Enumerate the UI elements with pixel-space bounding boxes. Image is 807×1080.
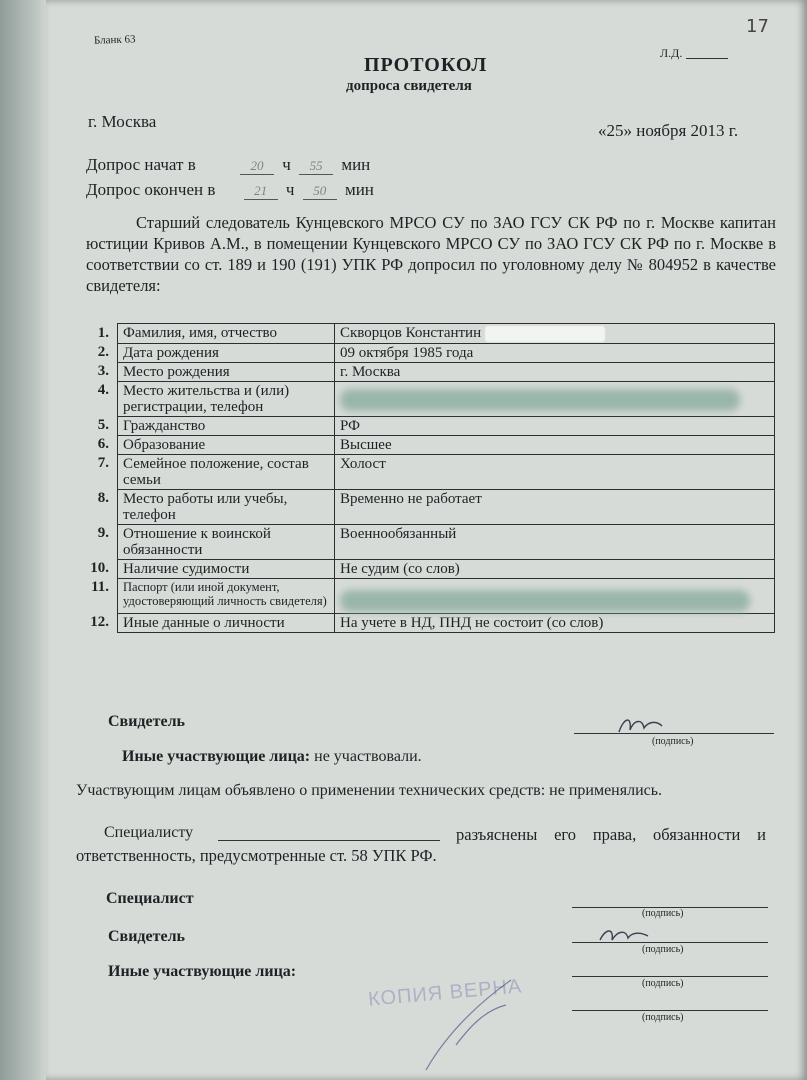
- signature-caption: (подпись): [642, 1012, 684, 1023]
- document-title: ПРОТОКОЛ: [364, 54, 488, 76]
- table-row: [78, 613, 775, 632]
- table-row: [78, 343, 775, 362]
- case-number-line: [686, 58, 728, 59]
- row-number: 2.: [97, 344, 109, 361]
- row-number: 10.: [90, 560, 109, 577]
- row-value: Временно не работает: [335, 489, 775, 524]
- end-minute: 50: [303, 183, 337, 200]
- specialist-label: Специалист: [106, 890, 194, 907]
- witness-label: Свидетель: [108, 713, 186, 730]
- city: г. Москва: [88, 112, 157, 131]
- hour-unit: ч: [285, 180, 295, 199]
- table-row: [78, 559, 775, 578]
- row-label: Паспорт (или иной документ, удостоверяющий личность свидетеля): [118, 578, 335, 613]
- row-value: Холост: [335, 454, 775, 489]
- row-number: 3.: [97, 363, 109, 380]
- hour-unit: ч: [282, 155, 291, 174]
- table-row: [78, 435, 775, 454]
- other-persons-label-bottom: Иные участвующие лица:: [108, 963, 297, 980]
- row-label: Дата рождения: [118, 343, 335, 362]
- row-label: Образование: [118, 435, 335, 454]
- row-value: Высшее: [335, 435, 775, 454]
- other-persons-label: Иные участвующие лица:: [122, 748, 311, 765]
- row-number: 1.: [97, 324, 109, 341]
- signature-line: [574, 733, 774, 734]
- row-value: [335, 381, 775, 416]
- case-label: Л.Д.: [660, 46, 683, 60]
- row-label: Место рождения: [118, 362, 335, 381]
- redaction-mark: [485, 326, 605, 342]
- row-number: 5.: [97, 417, 109, 434]
- redaction-mark: [340, 590, 750, 612]
- row-number: 6.: [97, 436, 109, 453]
- full-name-value: Скворцов Константин: [340, 325, 482, 341]
- end-hour: 21: [244, 183, 278, 200]
- page-number: 17: [746, 16, 769, 37]
- start-time-row: [86, 155, 370, 175]
- table-row: [78, 489, 775, 524]
- row-number: 7.: [97, 455, 109, 472]
- row-number: 11.: [91, 579, 109, 596]
- start-hour: 20: [240, 158, 274, 175]
- row-value: 09 октября 1985 года: [335, 343, 775, 362]
- tech-means-statement: Участвующим лицам объявлено о применении технических средств: не применялись.: [76, 782, 663, 799]
- row-value: Военнообязанный: [335, 524, 775, 559]
- row-label: Отношение к воинской обязанности: [118, 524, 335, 559]
- witness-info-table: [78, 323, 775, 633]
- other-persons-row: [122, 748, 422, 766]
- specialist-paragraph: разъяснены его права, обязанности и ответственность, предусмотренные ст. 58 УПК РФ.: [76, 825, 766, 865]
- signature-caption: (подпись): [642, 908, 684, 919]
- signature-caption: (подпись): [642, 978, 684, 989]
- table-row: [78, 362, 775, 381]
- row-label: Наличие судимости: [118, 559, 335, 578]
- document-subtitle: допроса свидетеля: [346, 78, 472, 94]
- row-label: Место жительства и (или) регистрации, телефон: [118, 381, 335, 416]
- specialist-para-label: Специалисту: [104, 824, 194, 841]
- table-row: [78, 324, 775, 344]
- signature-line: [572, 1010, 768, 1011]
- end-time-row: [86, 180, 374, 200]
- minute-unit: мин: [341, 155, 371, 174]
- start-minute: 55: [299, 158, 333, 175]
- row-label: Место работы или учебы, телефон: [118, 489, 335, 524]
- row-value: г. Москва: [335, 362, 775, 381]
- signature-caption: (подпись): [642, 944, 684, 955]
- document-date: «25» ноября 2013 г.: [598, 121, 739, 140]
- table-row: [78, 578, 775, 613]
- minute-unit: мин: [344, 180, 374, 199]
- row-label: Гражданство: [118, 416, 335, 435]
- row-value: РФ: [335, 416, 775, 435]
- row-value: [335, 324, 775, 344]
- redaction-mark: [340, 389, 740, 411]
- row-label: Фамилия, имя, отчество: [118, 324, 335, 344]
- form-number: Бланк 63: [93, 33, 136, 47]
- row-value: На учете в НД, ПНД не состоит (со слов): [335, 613, 775, 632]
- signature-caption: (подпись): [652, 736, 694, 747]
- row-label: Иные данные о личности: [118, 613, 335, 632]
- row-value: Не судим (со слов): [335, 559, 775, 578]
- row-number: 4.: [97, 382, 109, 399]
- signature-line: [572, 976, 768, 977]
- row-number: 12.: [90, 614, 109, 631]
- table-row: [78, 416, 775, 435]
- row-label: Семейное положение, состав семьи: [118, 454, 335, 489]
- row-value: [335, 578, 775, 613]
- row-number: 9.: [97, 525, 109, 542]
- handwritten-signature-icon: [614, 712, 674, 738]
- other-persons-value: не участвовали.: [314, 748, 422, 765]
- copy-certified-stamp: КОПИЯ ВЕРНА: [367, 975, 524, 1011]
- table-row: [78, 381, 775, 416]
- table-row: [78, 524, 775, 559]
- witness-label-bottom: Свидетель: [108, 928, 186, 945]
- end-time-label: Допрос окончен в: [86, 180, 216, 199]
- row-number: 8.: [97, 490, 109, 507]
- intro-paragraph: Старший следователь Кунцевского МРСО СУ по ЗАО ГСУ СК РФ по г. Москве капитан юстиции Кривов А.М., в помещении Кунцевского МРСО СУ по ЗАО ГСУ СК РФ по г. Москве в соответствии со ст. 189 и 190 (191) УПК РФ допросил по уголовному делу № 804952 в качестве свидетеля:: [86, 213, 776, 295]
- notebook-binding: [0, 0, 46, 1080]
- table-row: [78, 454, 775, 489]
- handwritten-flourish-icon: [416, 975, 526, 1075]
- protocol-page: [46, 0, 807, 1080]
- start-time-label: Допрос начат в: [86, 155, 196, 174]
